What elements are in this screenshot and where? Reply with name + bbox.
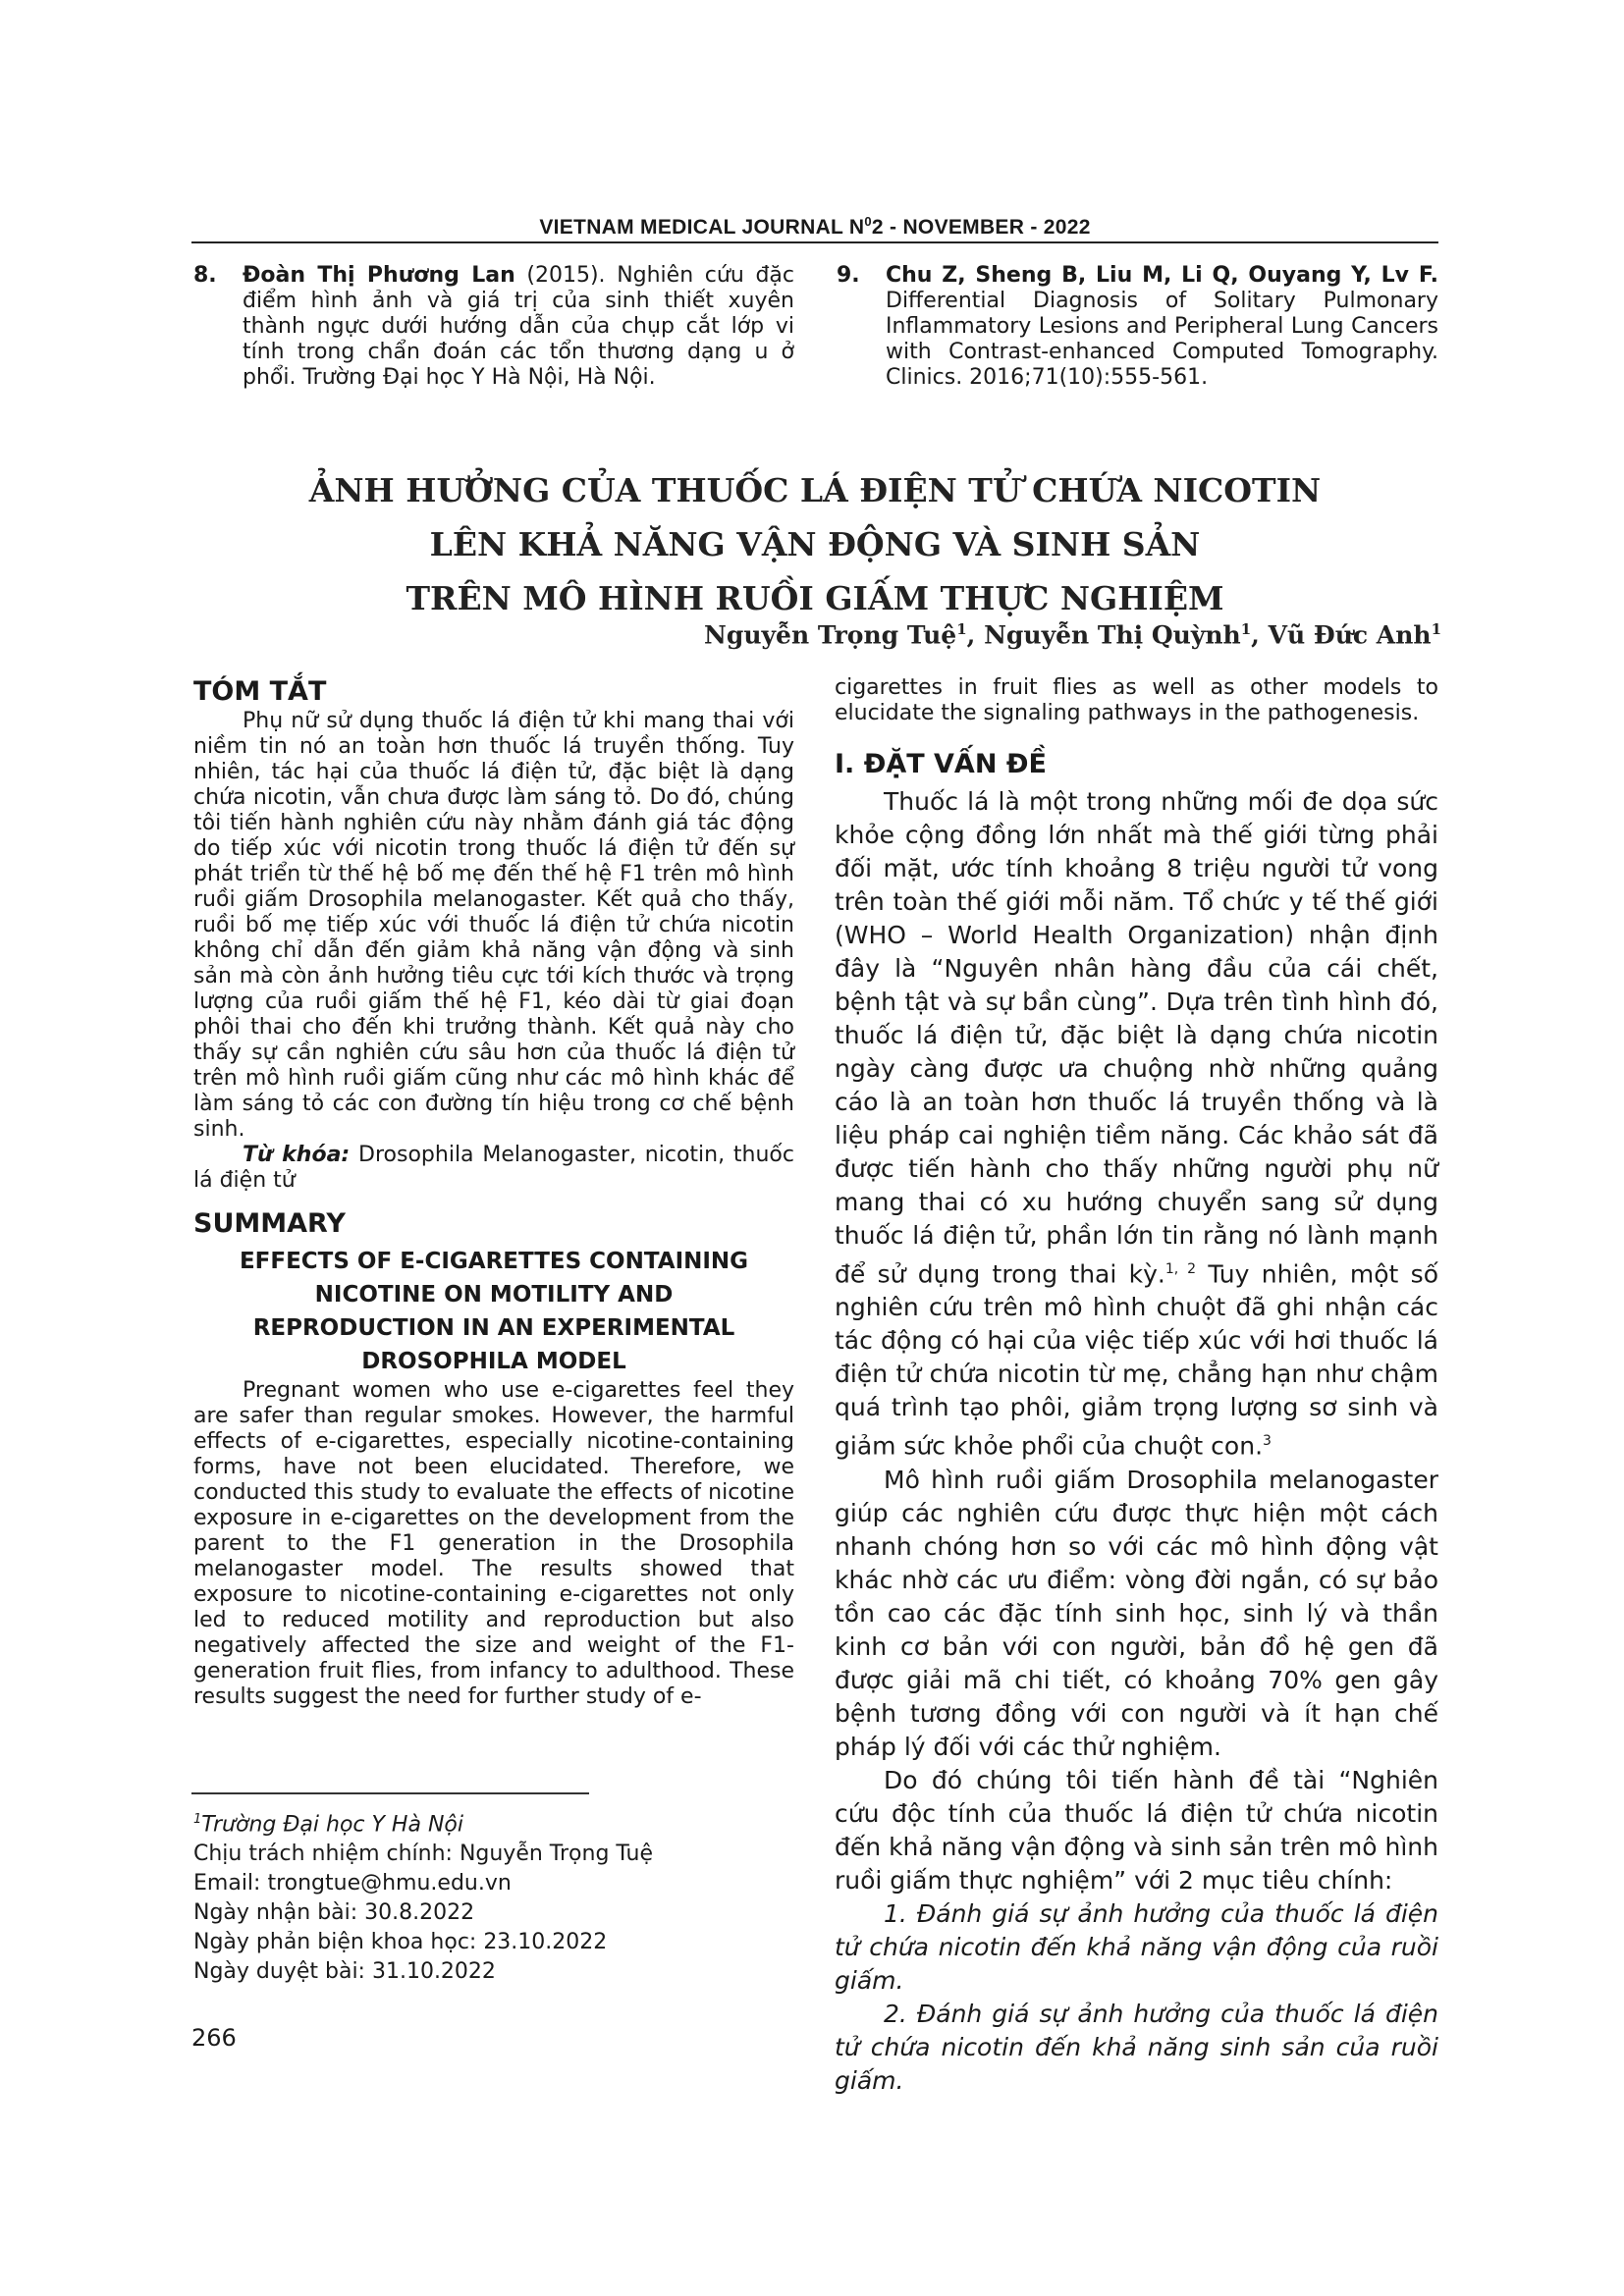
intro-text: Thuốc lá là một trong những mối đe dọa sức khỏe cộng đồng lớn nhất mà thế giới từng phải đối mặt, ước tính khoảng 8 triệu người tử vong trên toàn thế giới mỗi năm. Tổ chức y tế thế giới (WHO – World Health Organization) nhận định đây là “Nguyên nhân hàng đầu của cái chết, bệnh tật và sự bần cùng”. Dựa trên tình hình đó, thuốc lá điện tử, đặc biệt là dạng chứa nicotin ngày càng được ưa chuộng nhờ những quảng cáo là an toàn hơn thuốc lá truyền thống và là liệu pháp cai nghiện tiềm năng. Các khảo sát đã được tiến hành cho thấy những người phụ nữ mang thai có xu hướng chuyển sang sử dụng thuốc lá điện tử, phần lớn tin rằng nó lành mạnh để sử dụng trong thai kỳ. — [835, 787, 1438, 1289]
footnote-reviewed: Ngày phản biện khoa học: 23.10.2022 — [193, 1930, 608, 1955]
author-separator: , — [1251, 620, 1269, 650]
author-name: Vũ Đức Anh — [1268, 620, 1432, 650]
summary-title-line: REPRODUCTION IN AN EXPERIMENTAL — [252, 1315, 735, 1341]
intro-heading: I. ĐẶT VẤN ĐỀ — [835, 749, 1047, 779]
intro-paragraph-1 — [835, 785, 1438, 1464]
summary-heading: SUMMARY — [193, 1208, 346, 1239]
keywords-label: Từ khóa: — [243, 1143, 351, 1167]
keywords-text: Drosophila Melanogaster, nicotin, thuốc lá điện tử — [193, 1143, 794, 1193]
page-number: 266 — [191, 2024, 237, 2052]
author-separator: , — [966, 620, 985, 650]
reference-author: Chu Z, Sheng B, Liu M, Li Q, Ouyang Y, Lv F. — [886, 263, 1438, 288]
objective-1: 1. Đánh giá sự ảnh hưởng của thuốc lá điện tử chứa nicotin đến khả năng vận động của ruồi giấm. — [835, 1898, 1438, 1995]
footnote-responsible: Chịu trách nhiệm chính: Nguyễn Trọng Tuệ — [193, 1842, 653, 1867]
footnote-affiliation — [193, 1805, 653, 1840]
reference-number: 9. — [837, 263, 860, 288]
author-name: Nguyễn Trọng Tuệ — [704, 620, 957, 650]
citation-sup: 3 — [1263, 1433, 1272, 1450]
title-line: ẢNH HƯỞNG CỦA THUỐC LÁ ĐIỆN TỬ CHỨA NICOTIN — [308, 471, 1322, 509]
journal-header — [191, 214, 1438, 240]
intro-paragraph-2: Mô hình ruồi giấm Drosophila melanogaster giúp các nghiên cứu được thực hiện một cách nhanh chóng hơn so với các mô hình động vật khác nhờ các ưu điểm: vòng đời ngắn, có sự bảo tồn cao các đặc tính sinh học, sinh lý và thần kinh cơ bản với con người, bản đồ hệ gen đã được giải mã chi tiết, có khoảng 70% gen gây bệnh tương đồng với con người và ít hạn chế pháp lý đối với các thử nghiệm. — [835, 1465, 1438, 1761]
author-affiliation: 1 — [956, 620, 967, 638]
affiliation-text: Trường Đại học Y Hà Nội — [201, 1812, 463, 1838]
header-prefix: VIETNAM MEDICAL JOURNAL N — [539, 216, 865, 239]
summary-title-line: NICOTINE ON MOTILITY AND — [314, 1282, 674, 1308]
header-rule — [191, 241, 1438, 243]
left-column — [193, 675, 794, 1710]
header-suffix: 2 - NOVEMBER - 2022 — [871, 216, 1091, 239]
reference-number: 8. — [193, 263, 217, 288]
summary-body: Pregnant women who use e-cigarettes feel they are safer than regular smokes. However, the harmful effects of e-cigarettes, especially nicotine-containing forms, have not been elucidated. Therefore, we conducted this study to evaluate the effects of nicotine exposure in e-cigarettes on the development from the parent to the F1 generation in the Drosophila melanogaster model. The results showed that exposure to nicotine-containing e-cigarettes not only led to reduced motility and reproduction but also negatively affected the size and weight of the F1-generation fruit flies, from infancy to adulthood. These results suggest the need for further study of e- — [193, 1378, 794, 1709]
reference-8 — [193, 263, 794, 391]
citation-sup: 1, 2 — [1164, 1261, 1196, 1277]
summary-title-line: DROSOPHILA MODEL — [361, 1349, 626, 1374]
objective-2: 2. Đánh giá sự ảnh hưởng của thuốc lá điện tử chứa nicotin đến khả năng sinh sản của ruồi giấm. — [835, 1999, 1438, 2095]
reference-text: (2015). Nghiên cứu đặc điểm hình ảnh và giá trị của sinh thiết xuyên thành ngực dưới hướng dẫn của chụp cắt lớp vi tính trong chẩn đoán các tổn thương dạng u ở phổi. Trường Đại học Y Hà Nội, Hà Nội. — [243, 263, 794, 390]
header-sup: 0 — [864, 214, 872, 229]
keywords — [193, 1143, 794, 1194]
footnote-email: Email: trongtue@hmu.edu.vn — [193, 1871, 512, 1896]
intro-paragraph-3: Do đó chúng tôi tiến hành đề tài “Nghiên cứu độc tính của thuốc lá điện tử chứa nicotin đến khả năng vận động và sinh sản trên mô hình ruồi giấm thực nghiệm” với 2 mục tiêu chính: — [835, 1765, 1438, 1895]
title-line: LÊN KHẢ NĂNG VẬN ĐỘNG VÀ SINH SẢN — [429, 525, 1201, 563]
reference-author: Đoàn Thị Phương Lan — [243, 263, 515, 288]
footnote-received: Ngày nhận bài: 30.8.2022 — [193, 1900, 475, 1926]
author-name: Nguyễn Thị Quỳnh — [984, 620, 1241, 650]
summary-title-line: EFFECTS OF E-CIGARETTES CONTAINING — [239, 1249, 749, 1274]
summary-title — [193, 1245, 794, 1378]
abstract-body: Phụ nữ sử dụng thuốc lá điện tử khi mang thai với niềm tin nó an toàn hơn thuốc lá truyền thống. Tuy nhiên, tác hại của thuốc lá điện tử, đặc biệt là dạng chứa nicotin, vẫn chưa được làm sáng tỏ. Do đó, chúng tôi tiến hành nghiên cứu này nhằm đánh giá tác động do tiếp xúc với nicotin trong thuốc lá điện tử đến sự phát triển từ thế hệ bố mẹ đến thế hệ F1 trên mô hình ruồi giấm Drosophila melanogaster. Kết quả cho thấy, ruồi bố mẹ tiếp xúc với thuốc lá điện tử chứa nicotin không chỉ dẫn đến giảm khả năng vận động và sinh sản mà còn ảnh hưởng tiêu cực tới kích thước và trọng lượng của ruồi giấm thế hệ F1, kéo dài từ giai đoạn phôi thai cho đến khi trưởng thành. Kết quả này cho thấy sự cần nghiên cứu sâu hơn của thuốc lá điện tử trên mô hình ruồi giấm cũng như các mô hình khác để làm sáng tỏ các con đường tín hiệu trong cơ chế bệnh sinh. — [193, 709, 794, 1142]
abstract-heading: TÓM TẮT — [193, 676, 327, 707]
footnote-rule — [191, 1792, 589, 1794]
author-affiliation: 1 — [1431, 620, 1441, 638]
affiliation-sup: 1 — [193, 1812, 202, 1827]
footnote-accepted: Ngày duyệt bài: 31.10.2022 — [193, 1959, 496, 1985]
title-line: TRÊN MÔ HÌNH RUỒI GIẤM THỰC NGHIỆM — [406, 579, 1224, 617]
summary-continued: cigarettes in fruit flies as well as other models to elucidate the signaling pathways in the pathogenesis. — [835, 675, 1438, 725]
right-column — [835, 675, 1438, 2098]
author-affiliation: 1 — [1240, 620, 1252, 638]
author-list — [704, 620, 1441, 649]
intro-text: Tuy nhiên, một số nghiên cứu trên mô hình chuột đã ghi nhận các tác động có hại của việc tiếp xúc với hơi thuốc lá điện tử chứa nicotin từ mẹ, chẳng hạn như chậm quá trình tạo phôi, giảm trọng lượng sơ sinh và giảm sức khỏe phổi của chuột con. — [835, 1259, 1438, 1461]
article-title — [191, 463, 1438, 625]
reference-text: Differential Diagnosis of Solitary Pulmonary Inflammatory Lesions and Peripheral Lung Cancers with Contrast-enhanced Computed Tomography. Clinics. 2016;71(10):555-561. — [886, 289, 1438, 390]
footnote — [193, 1805, 653, 1987]
reference-9 — [837, 263, 1438, 391]
